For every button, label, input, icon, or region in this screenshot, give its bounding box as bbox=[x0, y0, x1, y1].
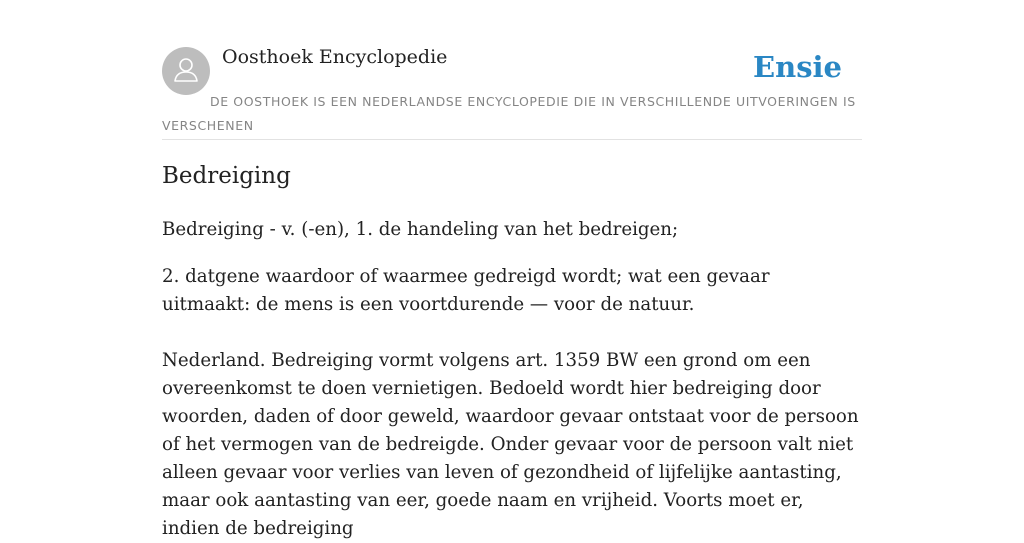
article-title: Bedreiging bbox=[162, 163, 291, 189]
user-icon bbox=[171, 54, 201, 88]
site-name[interactable]: Oosthoek Encyclopedie bbox=[222, 46, 448, 68]
brand-logo-link[interactable]: Ensie bbox=[753, 50, 842, 84]
avatar[interactable] bbox=[162, 47, 210, 95]
article-body bbox=[162, 216, 862, 543]
article-paragraph: Nederland. Bedreiging vormt volgens art. 1359 BW een grond om een overeenkomst te doen vernietigen. Bedoeld wordt hier bedreiging door woorden, daden of door geweld, waardoor gevaar ontstaat voor de persoon of het vermogen van de bedreigde. Onder gevaar voor de persoon valt niet alleen gevaar voor verlies van leven of gezondheid of lijfelijke aantasting, maar ook aantasting van eer, goede naam en vrijheid. Voorts moet er, indien de bedreiging bbox=[162, 350, 859, 539]
site-header bbox=[162, 0, 862, 140]
page bbox=[162, 0, 862, 539]
article-paragraph: Bedreiging - v. (-en), 1. de handeling van het bedreigen; bbox=[162, 219, 679, 240]
article-paragraph: 2. datgene waardoor of waarmee gedreigd wordt; wat een gevaar uitmaakt: de mens is een voortdurende — voor de natuur. bbox=[162, 266, 770, 315]
site-tagline: DE OOSTHOEK IS EEN NEDERLANDSE ENCYCLOPEDIE DIE IN VERSCHILLENDE UITVOERINGEN IS VERSCHENEN bbox=[162, 94, 856, 133]
